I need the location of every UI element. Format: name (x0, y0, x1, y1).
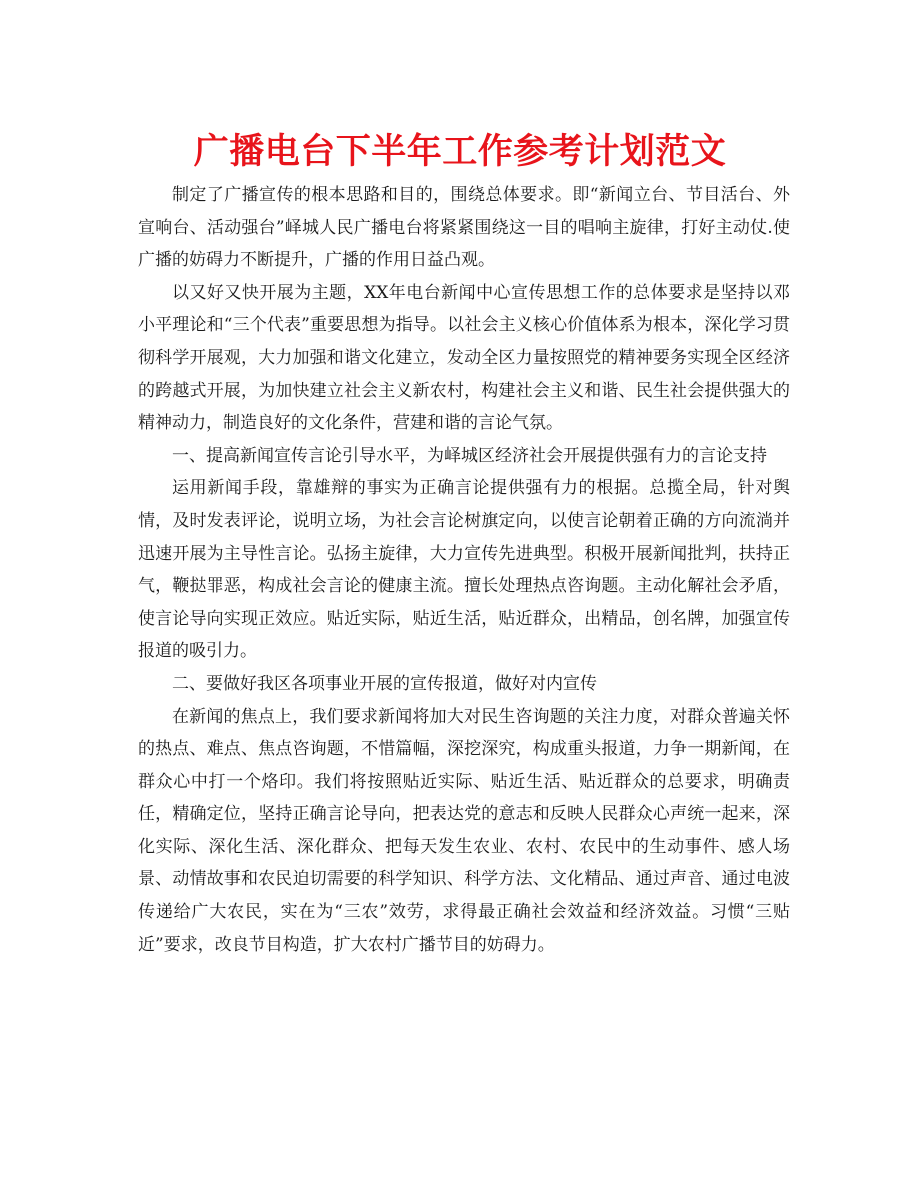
document-title: 广播电台下半年工作参考计划范文 (193, 132, 727, 172)
paragraph-section-2: 在新闻的焦点上，我们要求新闻将加大对民生咨询题的关注力度，对群众普遍关怀的热点、难点、焦点咨询题，不惜篇幅，深挖深究，构成重头报道，力争一期新闻，在群众心中打一个烙印。我们将按照贴近实际、贴近生活、贴近群众的总要求，明确责任，精确定位，坚持正确言论导向，把表达党的意志和反映人民群众心声统一起来，深化实际、深化生活、深化群众、把每天发生农业、农村、农民中的生动事件、感人场景、动情故事和农民迫切需要的科学知识、科学方法、文化精品、通过声音、通过电波传递给广大农民，实在为“三农”效劳，求得最正确社会效益和经济效益。习惯“三贴近”要求，改良节目构造，扩大农村广播节目的妨碍力。 (138, 706, 790, 955)
section-heading-2: 二、要做好我区各项事业开展的宣传报道，做好对内宣传 (172, 673, 597, 694)
paragraph-intro: 制定了广播宣传的根本思路和目的，围绕总体要求。即“新闻立台、节目活台、外宣响台、活动强台”峄城人民广播电台将紧紧围绕这一目的唱响主旋律，打好主动仗.使广播的妨碍力不断提升，广播的作用日益凸观。 (138, 185, 790, 271)
document-body (138, 179, 790, 961)
paragraph-section-1: 运用新闻手段，靠雄辩的事实为正确言论提供强有力的根据。总揽全局，针对舆情，及时发表评论，说明立场，为社会言论树旗定向，以使言论朝着正确的方向流淌并迅速开展为主导性言论。弘扬主旋律，大力宣传先进典型。积极开展新闻批判，扶持正气，鞭挞罪恶，构成社会言论的健康主流。擅长处理热点咨询题。主动化解社会矛盾，使言论导向实现正效应。贴近实际，贴近生活，贴近群众，出精品，创名牌，加强宣传报道的吸引力。 (138, 478, 790, 662)
paragraph-theme: 以又好又快开展为主题，XX年电台新闻中心宣传思想工作的总体要求是坚持以邓小平理论和“三个代表”重要思想为指导。以社会主义核心价值体系为根本，深化学习贯彻科学开展观，大力加强和谐文化建立，发动全区力量按照党的精神要务实现全区经济的跨越式开展，为加快建立社会主义新农村，构建社会主义和谐、民生社会提供强大的精神动力，制造良好的文化条件，营建和谐的言论气氛。 (138, 282, 790, 434)
section-heading-1: 一、提高新闻宣传言论引导水平，为峄城区经济社会开展提供强有力的言论支持 (172, 445, 767, 466)
